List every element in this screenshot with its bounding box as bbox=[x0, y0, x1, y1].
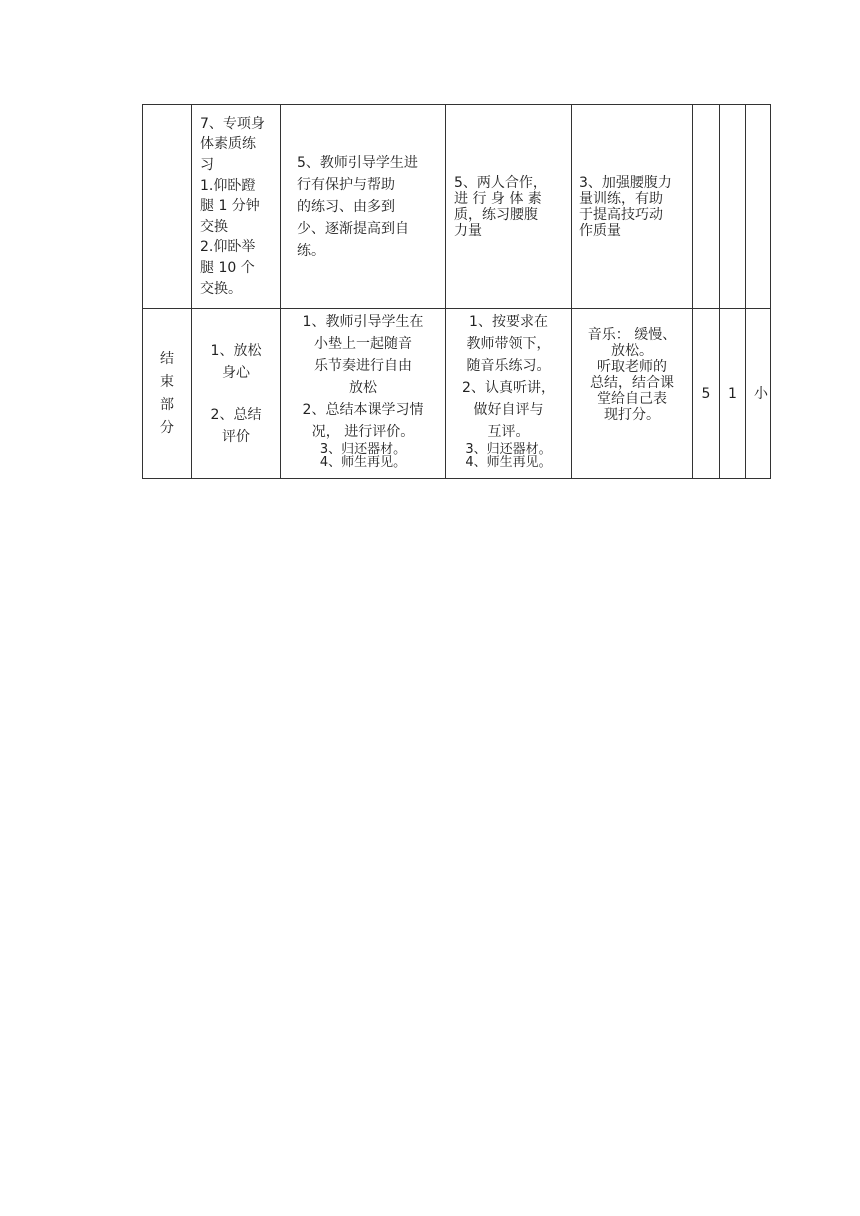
time-cell bbox=[693, 309, 720, 479]
content-line: 7、专项身 bbox=[200, 115, 265, 132]
student-line: 进 行 身 体 素 bbox=[454, 190, 542, 207]
lesson-plan-table bbox=[142, 104, 771, 479]
intent-line: 总结，结合课 bbox=[590, 375, 674, 391]
intent-line: 于提高技巧动 bbox=[579, 206, 663, 223]
teacher-line: 练。 bbox=[297, 242, 325, 259]
student-line: 质，练习腰腹 bbox=[454, 206, 538, 223]
content-cell bbox=[192, 105, 281, 309]
content-line bbox=[198, 384, 274, 404]
intent-line: 音乐： 缓慢、 bbox=[587, 327, 677, 343]
intent-line: 放松。 bbox=[611, 343, 653, 359]
count-value: 1 bbox=[728, 385, 737, 402]
content-line: 腿 1 分钟 bbox=[200, 198, 260, 215]
section-label-char: 部 bbox=[160, 396, 174, 413]
content-line: 体素质练 bbox=[200, 136, 256, 153]
section-label-char: 结 bbox=[160, 350, 174, 367]
section-label-char: 分 bbox=[160, 419, 174, 436]
teacher-line: 2、总结本课学习情 bbox=[302, 402, 424, 418]
content-line: 评价 bbox=[222, 428, 250, 445]
content-line: 1、放松 bbox=[210, 342, 262, 359]
table-row bbox=[143, 309, 771, 479]
content-line: 腿 10 个 bbox=[200, 259, 255, 276]
intent-cell bbox=[572, 309, 693, 479]
student-activity-cell bbox=[446, 105, 572, 309]
student-line: 1、按要求在 bbox=[469, 314, 548, 330]
teacher-line: 行有保护与帮助 bbox=[297, 176, 395, 193]
intensity-value: 小 bbox=[754, 385, 768, 402]
content-line: 2、总结 bbox=[210, 406, 262, 423]
time-value: 5 bbox=[701, 385, 711, 402]
table-row bbox=[143, 105, 771, 309]
content-cell bbox=[192, 309, 281, 479]
teacher-activity-cell bbox=[281, 105, 446, 309]
student-line: 做好自评与 bbox=[473, 402, 544, 418]
content-line: 交换。 bbox=[200, 280, 242, 297]
student-line: 教师带领下， bbox=[466, 336, 551, 352]
intent-line: 听取老师的 bbox=[597, 359, 667, 375]
student-activity-cell bbox=[446, 309, 572, 479]
intensity-cell bbox=[746, 105, 771, 309]
teacher-line: 3、归还器材。 bbox=[319, 442, 407, 457]
content-line: 交换 bbox=[200, 218, 228, 235]
student-line: 5、两人合作， bbox=[454, 174, 547, 191]
intent-line: 作质量 bbox=[579, 222, 621, 239]
count-cell bbox=[720, 309, 746, 479]
section-label-char: 束 bbox=[160, 373, 174, 390]
intent-line: 堂给自己表 bbox=[597, 391, 667, 407]
teacher-line: 况， 进行评价。 bbox=[311, 424, 415, 440]
student-line: 4、师生再见。 bbox=[465, 455, 552, 470]
section-label-cell bbox=[143, 105, 192, 309]
student-line: 互评。 bbox=[487, 424, 530, 440]
teacher-line: 小垫上一起随音 bbox=[314, 336, 412, 352]
teacher-line: 乐节奏进行自由 bbox=[314, 358, 412, 374]
intent-line: 现打分。 bbox=[604, 407, 660, 423]
section-label-cell bbox=[143, 309, 192, 479]
intensity-cell bbox=[746, 309, 771, 479]
count-cell bbox=[720, 105, 746, 309]
content-line: 2.仰卧举 bbox=[200, 239, 256, 256]
intent-cell bbox=[572, 105, 693, 309]
content-line: 1.仰卧蹬 bbox=[200, 177, 256, 194]
teacher-line: 1、教师引导学生在 bbox=[302, 314, 424, 330]
teacher-line: 4、师生再见。 bbox=[319, 455, 407, 470]
student-line: 3、归还器材。 bbox=[465, 442, 552, 457]
student-line: 力量 bbox=[454, 222, 482, 239]
intent-line: 3、加强腰腹力 bbox=[579, 174, 672, 191]
time-cell bbox=[693, 105, 720, 309]
content-line: 身心 bbox=[222, 364, 250, 381]
teacher-line: 的练习、由多到 bbox=[297, 198, 395, 215]
teacher-line: 少、逐渐提高到自 bbox=[297, 220, 409, 237]
content-line: 习 bbox=[200, 157, 214, 174]
student-line: 随音乐练习。 bbox=[466, 358, 551, 374]
teacher-activity-cell bbox=[281, 309, 446, 479]
student-line: 2、认真听讲， bbox=[462, 380, 555, 396]
intent-line: 量训练，有助 bbox=[579, 190, 663, 207]
teacher-line: 5、教师引导学生进 bbox=[297, 154, 418, 171]
teacher-line: 放松 bbox=[349, 380, 377, 396]
